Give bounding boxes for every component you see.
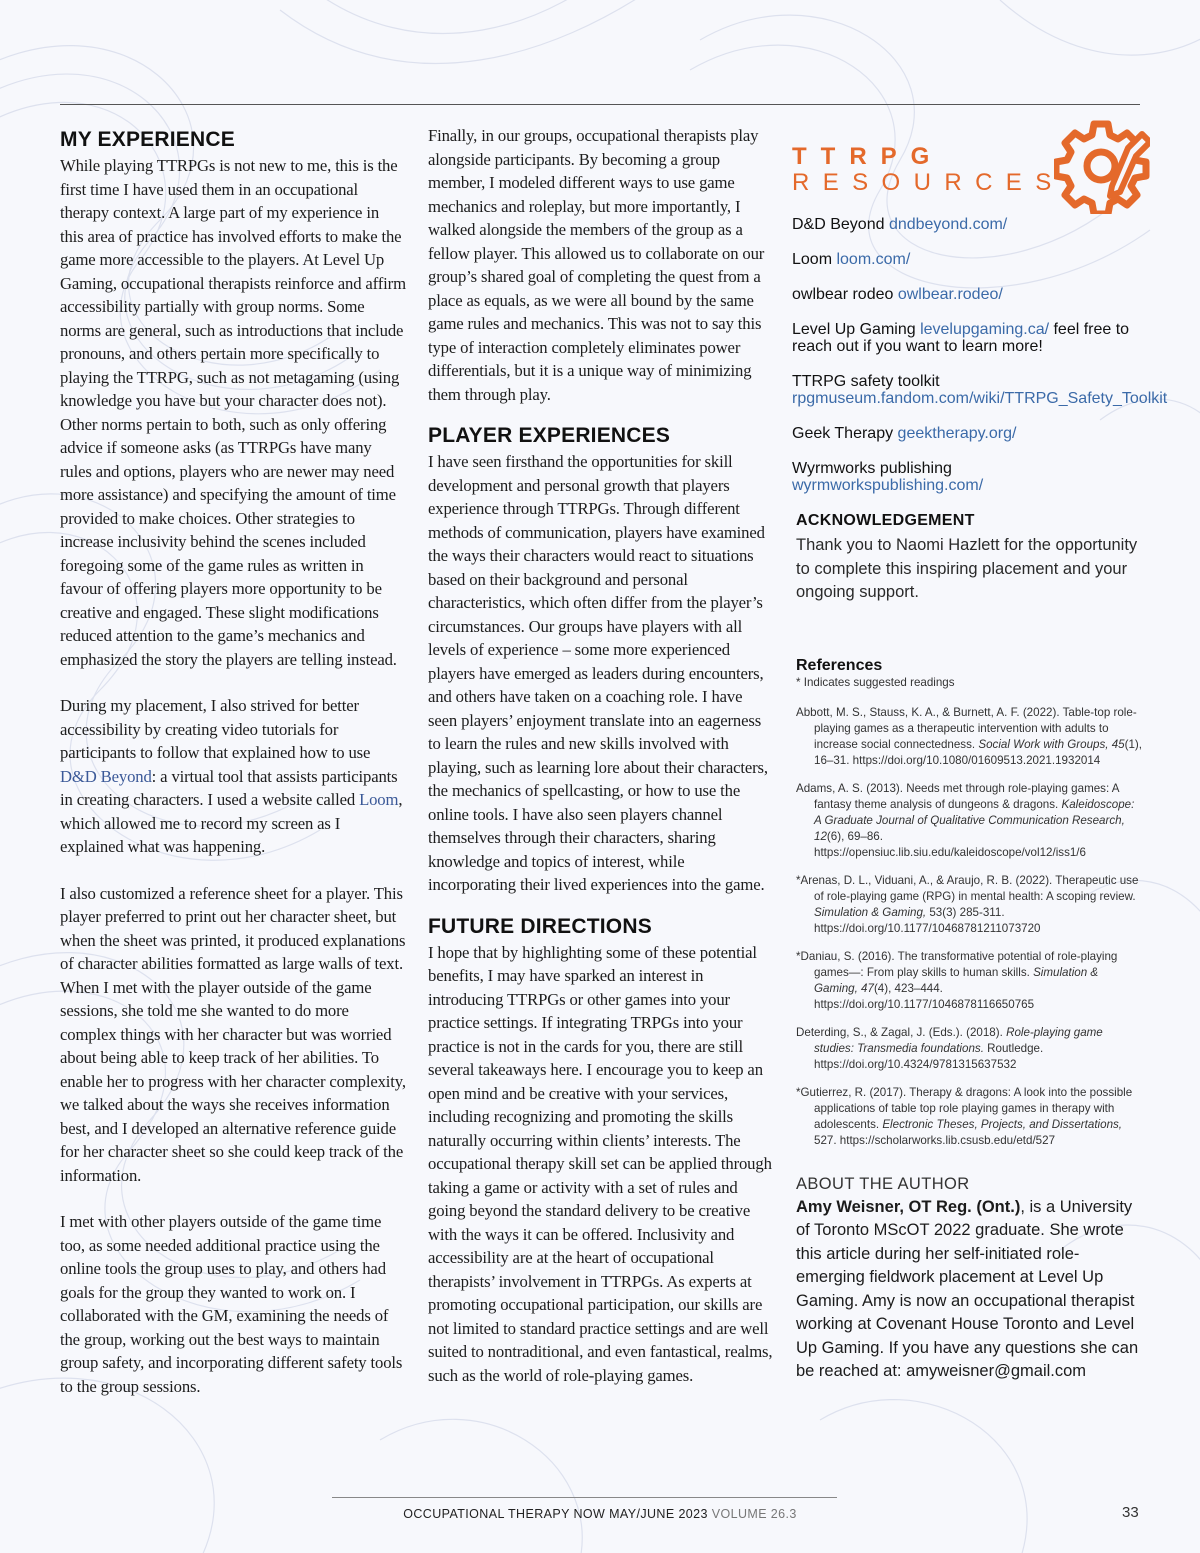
about-author-text bbox=[796, 1196, 1144, 1384]
top-divider bbox=[60, 104, 1140, 105]
acknowledgement-heading: ACKNOWLEDGEMENT bbox=[796, 512, 975, 529]
author-bio: , is a University of Toronto MScOT 2022 graduate. She wrote this article during her self-initiated role-emerging fieldwork placement at Level Up Gaming. Amy is now an occupational therapist working at Covenant House Toronto and Level Up Gaming. If you have any questions she can be reached at: amyweisner@gmail.com bbox=[796, 1197, 1139, 1380]
paragraph: I have seen firsthand the opportunities for skill development and personal growth that players experience through TTRPGs. Through different methods of communication, players have examined the ways their characters would react to situations based on their background and personal characteristics, which often differ from the player’s circumstances. Our groups have players with all levels of experience – some more experienced players have emerged as leaders during encounters, and others have taken on a coaching role. I have seen players’ enjoyment translate into an eagerness to learn the rules and new skills involved with playing, such as learning lore about their characters, the mechanics of spellcasting, or how to use the online tools. I have also seen players channel themselves through their characters, sharing knowledge and topics of interest, while incorporating their lived experiences into the game. bbox=[428, 452, 768, 894]
column-left bbox=[60, 128, 406, 1398]
text: During my placement, I also strived for better accessibility by creating video tutorials for participants to follow that explained how to use bbox=[60, 696, 371, 762]
ref-text: *Gutierrez, R. (2017). Therapy & dragons: A look into the possible applications of table top role playing games in therapy with adolescents. bbox=[796, 1085, 1133, 1131]
ref-source: Kaleidoscope: A Graduate Journal of Qualitative Communication Research, 12 bbox=[814, 797, 1135, 843]
reference-item bbox=[796, 949, 1144, 1013]
resource-label: owlbear rodeo bbox=[792, 286, 898, 303]
resource-note: feel free to reach out if you want to learn more! bbox=[792, 321, 1130, 355]
page-number: 33 bbox=[1122, 1504, 1139, 1521]
resources-list bbox=[792, 216, 1168, 494]
resource-link[interactable]: geektherapy.org/ bbox=[897, 425, 1017, 442]
ref-source: Role-playing game studies: Transmedia foundations. bbox=[814, 1025, 1103, 1055]
paragraph: I met with other players outside of the game time too, as some needed additional practice using the online tools the group uses to play, and others had goals for the group they wanted to work on. I collaborated with the GM, examining the needs of the group, working out the best ways to maintain group safety, and incorporating different safety tools to the group sessions. bbox=[60, 1212, 403, 1396]
loom-link[interactable]: Loom bbox=[359, 790, 399, 809]
ref-source: Electronic Theses, Projects, and Dissertations, bbox=[882, 1117, 1123, 1131]
paragraph: I also customized a reference sheet for a player. This player preferred to print out her character sheet, but when the sheet was printed, it produced explanations of character abilities formatted as large walls of text. When I met with the player outside of the game sessions, she told me she wanted to do more complex things with her character but was worried about being able to keep track of her abilities. To enable her to progress with her character complexity, we talked about the ways she receives information best, and I developed an alternative reference guide for her character sheet so she could keep track of the information. bbox=[60, 883, 406, 1185]
reference-item bbox=[796, 705, 1144, 769]
ref-text: (1), 16–31. https://doi.org/10.1080/01609513.2021.1932014 bbox=[814, 737, 1142, 767]
resource-link[interactable]: wyrmworkspublishing.com/ bbox=[792, 477, 984, 494]
resources-title-line1: TTRPG bbox=[792, 143, 944, 170]
column-right bbox=[792, 128, 1168, 1384]
ref-text: 53(3) 285-311. https://doi.org/10.1177/10468781211073720 bbox=[814, 905, 1041, 935]
paragraph: Finally, in our groups, occupational therapists play alongside participants. By becoming a group member, I modeled different ways to use game mechanics and roleplay, but more importantly, I walked alongside the members of the group as a fellow player. This allowed us to collaborate on our group’s shared goal of completing the quest from a place as equals, as we were all bound by the same game rules and mechanics. This was not to say this type of interaction completely eliminates power differentials, but it is a unique way of minimizing them through play. bbox=[428, 126, 765, 404]
resource-link[interactable]: rpgmuseum.fandom.com/wiki/TTRPG_Safety_Toolkit bbox=[792, 390, 1168, 407]
resource-item-safety-toolkit bbox=[792, 373, 1168, 407]
author-name: Amy Weisner, OT Reg. (Ont.) bbox=[796, 1197, 1021, 1216]
reference-item bbox=[796, 1085, 1144, 1149]
resource-label: Geek Therapy bbox=[792, 425, 898, 442]
resource-item-dnd-beyond bbox=[792, 216, 1144, 233]
heading-my-experience: MY EXPERIENCE bbox=[60, 128, 235, 151]
ref-text: Routledge. https://doi.org/10.4324/9781315637532 bbox=[814, 1041, 1044, 1071]
column-middle bbox=[428, 124, 774, 1387]
footer-magazine: OCCUPATIONAL THERAPY NOW bbox=[403, 1507, 606, 1521]
resource-label: Level Up Gaming bbox=[792, 321, 921, 338]
about-author-heading: ABOUT THE AUTHOR bbox=[796, 1174, 970, 1193]
resource-label: Loom bbox=[792, 251, 837, 268]
gear-pencil-icon bbox=[1054, 118, 1150, 214]
resource-link[interactable]: dndbeyond.com/ bbox=[888, 216, 1008, 233]
paragraph bbox=[60, 694, 406, 859]
footer-divider bbox=[332, 1497, 837, 1498]
text: : a virtual tool that assists participants in creating characters. I used a website called bbox=[60, 766, 398, 809]
ref-text: 527. https://scholarworks.lib.csusb.edu/etd/527 bbox=[814, 1133, 1056, 1147]
heading-future-directions: FUTURE DIRECTIONS bbox=[428, 914, 652, 938]
resources-header bbox=[792, 144, 1144, 210]
resource-label: TTRPG safety toolkit bbox=[792, 373, 940, 390]
resource-item-owlbear bbox=[792, 286, 1144, 303]
resource-link[interactable]: levelupgaming.ca/ bbox=[920, 321, 1050, 338]
resource-item-loom bbox=[792, 251, 1144, 268]
paragraph: I hope that by highlighting some of these potential benefits, I may have sparked an interest in introducing TTRPGs or other games into your practice settings. If integrating TRPGs into your practice is not in the cards for you, there are still several takeaways here. I encourage you to keep an open mind and be creative with your services, including recognizing and promoting the skills naturally occurring within clients’ interests. The occupational therapy skill set can be applied through taking a game or activity with a set of rules and going beyond the standard delivery to be creative with the ways it can be offered. Inclusivity and accessibility are at the heart of occupational therapists’ involvement in TTRPGs. As experts at promoting occupational participation, our skills are not limited to standard practice settings and are well suited to nontraditional, and even fantastical, realms, such as the world of role-playing games. bbox=[428, 942, 773, 1385]
text: , which allowed me to record my screen as I explained what was happening. bbox=[60, 790, 403, 856]
resource-link[interactable]: loom.com/ bbox=[836, 251, 911, 268]
reference-item bbox=[796, 781, 1144, 861]
resource-link[interactable]: owlbear.rodeo/ bbox=[897, 286, 1003, 303]
resource-item-geek-therapy bbox=[792, 425, 1144, 442]
ref-text: *Daniau, S. (2016). The transformative potential of role-playing games—: From play skills to human skills. bbox=[796, 949, 1118, 979]
references-heading: References bbox=[796, 656, 883, 674]
ref-text: (4), 423–444. https://doi.org/10.1177/1046878116650765 bbox=[814, 981, 1035, 1011]
footer-issue: MAY/JUNE 2023 bbox=[609, 1507, 708, 1521]
ref-source: Simulation & Gaming, bbox=[814, 905, 927, 919]
acknowledgement-text: Thank you to Naomi Hazlett for the opportunity to complete this inspiring placement and your ongoing support. bbox=[796, 536, 1138, 601]
resource-label: Wyrmworks publishing bbox=[792, 460, 952, 477]
ref-text: *Arenas, D. L., Viduani, A., & Araujo, R. B. (2022). Therapeutic use of role-playing game (RPG) in mental health: A scoping review. bbox=[796, 873, 1139, 903]
heading-player-experiences: PLAYER EXPERIENCES bbox=[428, 424, 671, 447]
dnd-beyond-link[interactable]: D&D Beyond bbox=[60, 766, 152, 786]
resources-title-line2: RESOURCES bbox=[792, 169, 1065, 196]
footer bbox=[0, 1507, 1200, 1521]
footer-volume: VOLUME 26.3 bbox=[711, 1507, 797, 1521]
reference-item bbox=[796, 1025, 1144, 1073]
resource-item-wyrmworks bbox=[792, 460, 1144, 494]
references-note: * Indicates suggested readings bbox=[796, 675, 955, 689]
paragraph: While playing TTRPGs is not new to me, this is the first time I have used them in an occupational therapy context. A large part of my experience in this area of practice has involved efforts to make the game more accessible to the players. At Level Up Gaming, occupational therapists reinforce and affirm accessibility partially with group norms. Some norms are general, such as introductions that include pronouns, and others pertain more specifically to playing the TTRPG, such as not metagaming (using knowledge you have but your character does not). Other norms pertain to both, such as only offering advice if someone asks (as TTRPGs have many rules and options, players who are newer may need more assistance) and specifying the amount of time provided to make choices. Other strategies to increase inclusivity behind the scenes included foregoing some of the game rules as written in favour of offering players more opportunity to be creative and engaged. These slight modifications reduced attention to the game’s mechanics and emphasized the story the players are telling instead. bbox=[60, 156, 406, 669]
ref-source: Simulation & Gaming, 47 bbox=[814, 965, 1099, 995]
ref-text: (6), 69–86. https://opensiuc.lib.siu.edu/kaleidoscope/vol12/iss1/6 bbox=[814, 829, 1086, 859]
ref-source: Social Work with Groups, 45 bbox=[978, 737, 1125, 751]
resource-label: D&D Beyond bbox=[792, 216, 889, 233]
resource-item-level-up-gaming bbox=[792, 321, 1144, 355]
reference-item bbox=[796, 873, 1144, 937]
ref-text: Abbott, M. S., Stauss, K. A., & Burnett, A. F. (2022). Table-top role-playing games as a therapeutic intervention with adults to increase social connectedness. bbox=[796, 705, 1137, 751]
ref-text: Deterding, S., & Zagal, J. (Eds.). (2018). bbox=[796, 1025, 1007, 1039]
ref-text: Adams, A. S. (2013). Needs met through role-playing games: A fantasy theme analysis of dungeons & dragons. bbox=[796, 781, 1119, 811]
